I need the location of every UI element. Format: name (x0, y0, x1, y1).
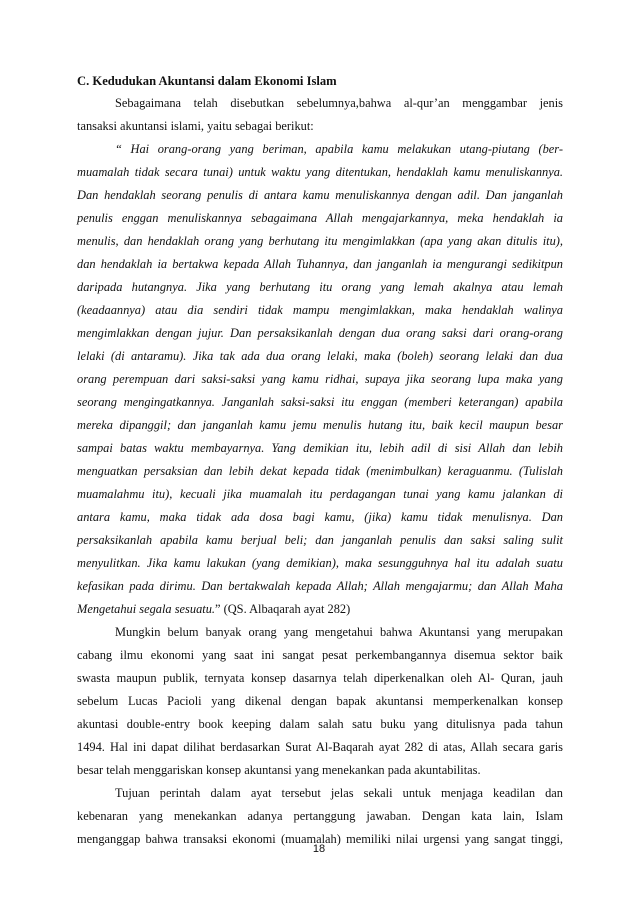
text-line: kebenaran yang menekankan adanya pertanggung jawaban. Dengan kata lain, Islam (77, 809, 563, 823)
text-line: besar telah menggariskan konsep akuntansi yang menekankan pada akuntabilitas. (77, 763, 481, 777)
text-line: Dan hendaklah seorang penulis di antara kamu menuliskannya dengan adil. Dan janganlah (77, 188, 563, 202)
text-line (77, 601, 563, 617)
text-line: akuntasi double-entry book keeping dalam salah satu buku yang ditulisnya pada tahun (77, 717, 563, 731)
text-line: antara kamu, maka tidak ada dosa bagi kamu, (jika) kamu tidak menulisnya. Dan (77, 510, 563, 524)
text-line-italic-part: Mengetahui segala sesuatu. (77, 602, 215, 616)
text-line: menyulitkan. Jika kamu lakukan (yang demikian), maka sesungguhnya hal itu adalah suatu (77, 556, 563, 570)
text-line: muamalahmu itu), kecuali jika muamalah itu perdagangan tunai yang kamu jalankan di (77, 487, 563, 501)
text-line: mengimlakkan dengan jujur. Dan persaksikanlah dengan dua orang saksi dari orang-orang (77, 326, 563, 340)
text-line: sebelum Lucas Pacioli yang dikenal dengan bapak akuntansi memperkenalkan konsep (77, 694, 563, 708)
text-line: menganggap bahwa transaksi ekonomi (muamalah) memiliki nilai urgensi yang sangat tinggi, (77, 832, 563, 846)
text-line: daripada hutangnya. Jika yang berhutang itu orang yang lemah akalnya atau lemah (77, 280, 563, 294)
text-line: Sebagaimana telah disebutkan sebelumnya,bahwa al-qur’an menggambar jenis (115, 96, 563, 110)
text-line: orang perempuan dari saksi-saksi yang kamu ridhai, supaya jika seorang lupa maka yang (77, 372, 563, 386)
text-line: menguatkan persaksian dan lebih dekat kepada tidak (menimbulkan) keraguanmu. (Tulislah (77, 464, 563, 478)
page-number: 18 (312, 843, 326, 855)
text-line: persaksikanlah apabila kamu berjual beli; dan janganlah penulis dan saksi saling sulit (77, 533, 563, 547)
text-line: menulis, dan hendaklah orang yang berhutang itu mengimlakkan (apa yang akan ditulis itu), (77, 234, 563, 248)
text-line-citation: ” (QS. Albaqarah ayat 282) (215, 602, 351, 616)
text-line: Tujuan perintah dalam ayat tersebut jelas sekali untuk menjaga keadilan dan (115, 786, 563, 800)
text-line: lelaki (di antaramu). Jika tak ada dua orang lelaki, maka (boleh) seorang lelaki dan dua (77, 349, 563, 363)
text-line: swasta maupun publik, ternyata konsep dasarnya telah diperkenalkan oleh Al- Quran, jauh (77, 671, 563, 685)
text-line: kefasikan pada dirimu. Dan bertakwalah kepada Allah; Allah mengajarmu; dan Allah Maha (77, 579, 563, 593)
text-line: mereka dipanggil; dan janganlah kamu jemu menulis hutang itu, baik kecil maupun besar (77, 418, 563, 432)
text-line: dan hendaklah ia bertakwa kepada Allah Tuhannya, dan janganlah ia mengurangi sedikitpun (77, 257, 563, 271)
text-line: Mungkin belum banyak orang yang mengetahui bahwa Akuntansi yang merupakan (115, 625, 563, 639)
text-line: seorang mengingatkannya. Janganlah saksi-saksi itu enggan (memberi keterangan) apabila (77, 395, 563, 409)
section-heading: C. Kedudukan Akuntansi dalam Ekonomi Islam (77, 74, 337, 88)
text-line: cabang ilmu ekonomi yang saat ini sangat pesat perkembangannya disemua sektor baik (77, 648, 563, 662)
text-line: 1494. Hal ini dapat dilihat berdasarkan Surat Al-Baqarah ayat 282 di atas, Allah secara garis (77, 740, 563, 754)
text-line: muamalah tidak secara tunai) untuk waktu yang ditentukan, hendaklah kamu menuliskannya. (77, 165, 563, 179)
text-line: tansaksi akuntansi islami, yaitu sebagai berikut: (77, 119, 314, 133)
text-line: “ Hai orang-orang yang beriman, apabila kamu melakukan utang-piutang (ber- (115, 142, 563, 156)
text-line: sampai batas waktu membayarnya. Yang demikian itu, lebih adil di sisi Allah dan lebih (77, 441, 563, 455)
text-line: penulis enggan menuliskannya sebagaimana Allah mengajarkannya, meka hendaklah ia (77, 211, 563, 225)
text-line: (keadaannya) atau dia sendiri tidak mampu mengimlakkan, maka hendaklah walinya (77, 303, 563, 317)
